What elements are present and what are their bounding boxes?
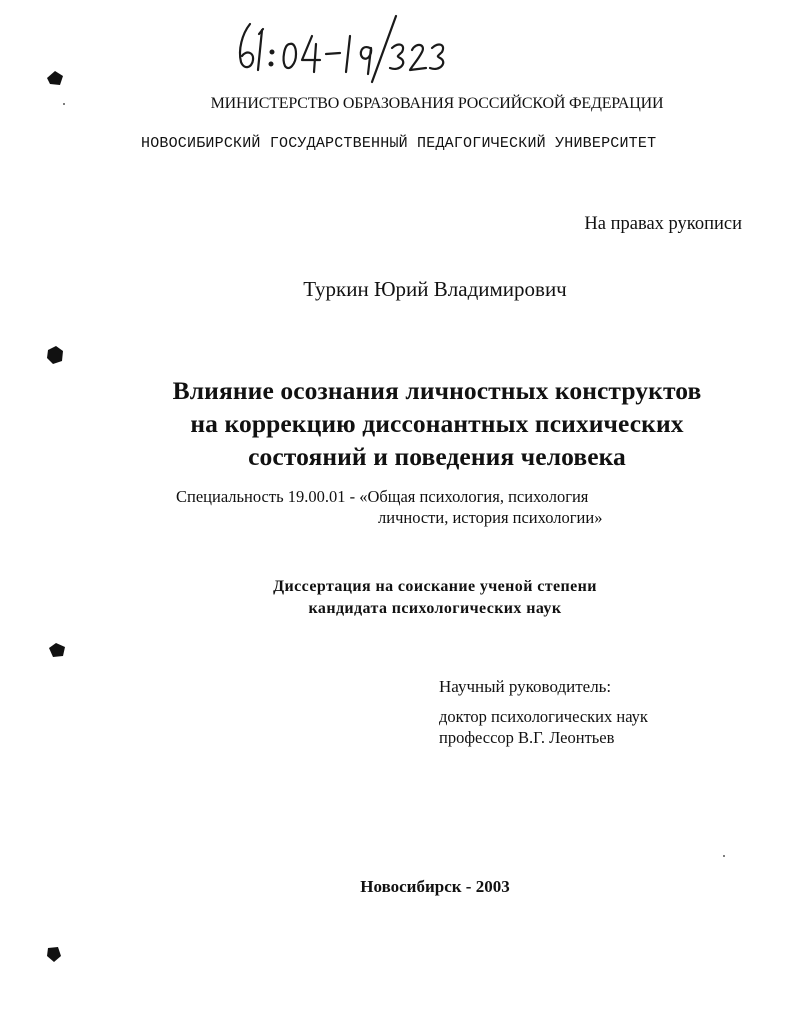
supervisor-degree: доктор психологических наук <box>439 707 648 726</box>
rights-note: На правах рукописи <box>584 214 742 234</box>
handwritten-archive-number <box>232 14 482 84</box>
punch-hole-mark <box>44 68 66 88</box>
specialty-line-1: Специальность 19.00.01 - «Общая психология, психология <box>176 487 589 506</box>
punch-hole-mark <box>44 344 66 366</box>
degree-statement-line-2: кандидата психологических наук <box>308 600 562 617</box>
dissertation-title-line-2: на коррекцию диссонантных психических <box>190 409 684 438</box>
degree-statement-line-1: Диссертация на соискание ученой степени <box>273 578 597 595</box>
dissertation-title-line-1: Влияние осознания личностных конструктов <box>172 376 702 405</box>
scan-speck <box>63 103 65 105</box>
handwritten-mark-drawing <box>232 14 482 84</box>
punch-hole-mark <box>44 944 64 964</box>
dissertation-title-line-3: состояний и поведения человека <box>248 442 626 471</box>
specialty-line-2: личности, история психологии» <box>378 508 603 527</box>
author-name: Туркин Юрий Владимирович <box>303 277 567 301</box>
ministry-header: МИНИСТЕРСТВО ОБРАЗОВАНИЯ РОССИЙСКОЙ ФЕДЕРАЦИИ <box>210 95 664 112</box>
scan-speck <box>723 855 725 857</box>
supervisor-label: Научный руководитель: <box>439 677 612 696</box>
university-header: НОВОСИБИРСКИЙ ГОСУДАРСТВЕННЫЙ ПЕДАГОГИЧЕСКИЙ УНИВЕРСИТЕТ <box>141 135 657 152</box>
supervisor-name: профессор В.Г. Леонтьев <box>439 728 615 747</box>
punch-hole-mark <box>46 640 68 660</box>
city-year: Новосибирск - 2003 <box>360 877 510 896</box>
